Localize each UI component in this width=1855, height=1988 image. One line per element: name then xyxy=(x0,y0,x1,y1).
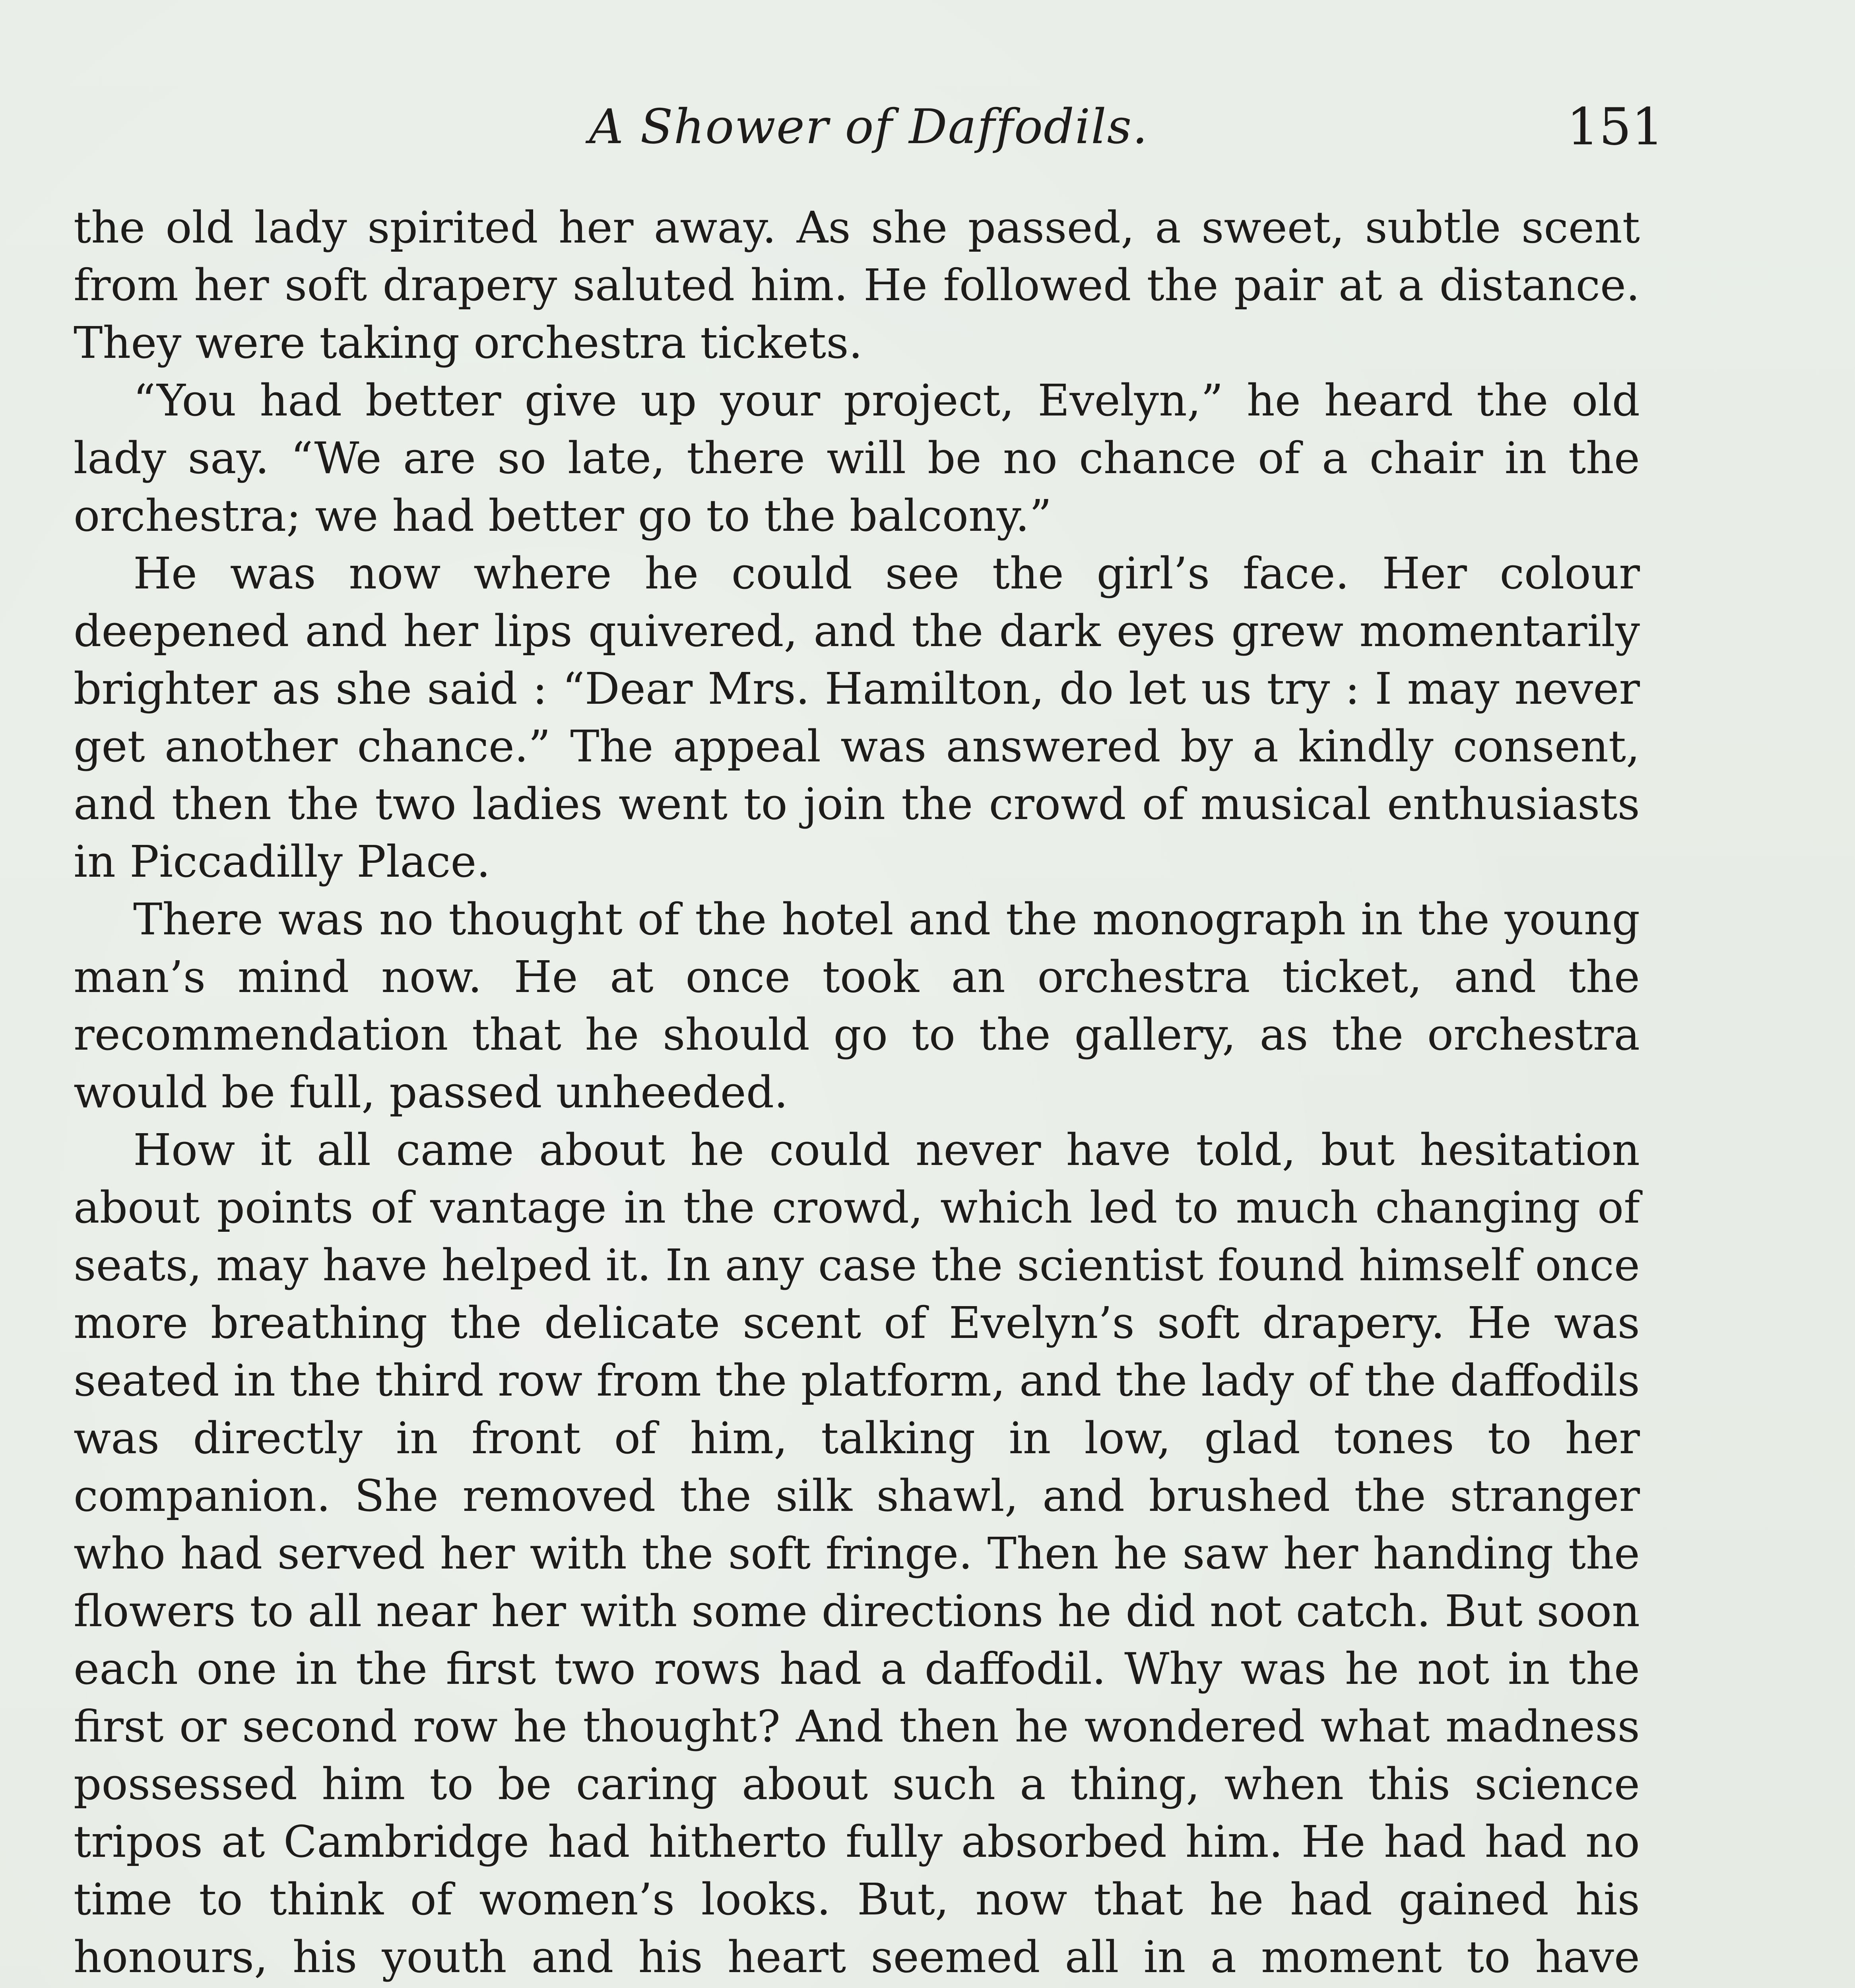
paragraph: He was now where he could see the girl’s face. Her colour deepened and her lips quivered, and the dark eyes grew momentarily brighter as she said : “Dear Mrs. Hamilton, do let us try : I may never get another chance.” The appeal was answered by a kindly consent, and then the two ladies went to join the crowd of musical enthusiasts in Piccadilly Place. xyxy=(74,548,1640,887)
running-title: A Shower of Daffodils. xyxy=(589,99,1149,155)
paragraph: “You had better give up your project, Evelyn,” he heard the old lady say. “We are so late, there will be no chance of a chair in the orchestra; we had better go to the balcony.” xyxy=(74,375,1640,541)
paragraph: the old lady spirited her away. As she passed, a sweet, subtle scent from her soft drapery saluted him. He followed the pair at a distance. They were taking orchestra tickets. xyxy=(74,202,1640,368)
page-number: 151 xyxy=(1566,97,1664,157)
page-header xyxy=(74,91,1664,163)
body-text xyxy=(74,199,1640,1988)
paragraph: There was no thought of the hotel and the monograph in the young man’s mind now. He at once took an orchestra ticket, and the recommendation that he should go to the gallery, as the orchestra would be full, passed unheeded. xyxy=(74,894,1640,1118)
paragraph: How it all came about he could never have told, but hesitation about points of vantage in the crowd, which led to much changing of seats, may have helped it. In any case the scientist found himself once more breathing the delicate scent of Evelyn’s soft drapery. He was seated in the third row from the platform, and the lady of the daffodils was directly in front of him, talking in low, glad tones to her companion. She removed the silk shawl, and brushed the stranger who had served her with the soft fringe. Then he saw her handing the flowers to all near her with some directions he did not catch. But soon each one in the first two rows had a daffodil. Why was he not in the first or second row he thought? And then he wondered what madness possessed him to be caring about such a thing, when this science tripos at Cambridge had hitherto fully absorbed him. He had had no time to think of women’s looks. But, now that he had gained his honours, his youth and his heart seemed all in a moment to have xyxy=(74,1124,1640,1982)
